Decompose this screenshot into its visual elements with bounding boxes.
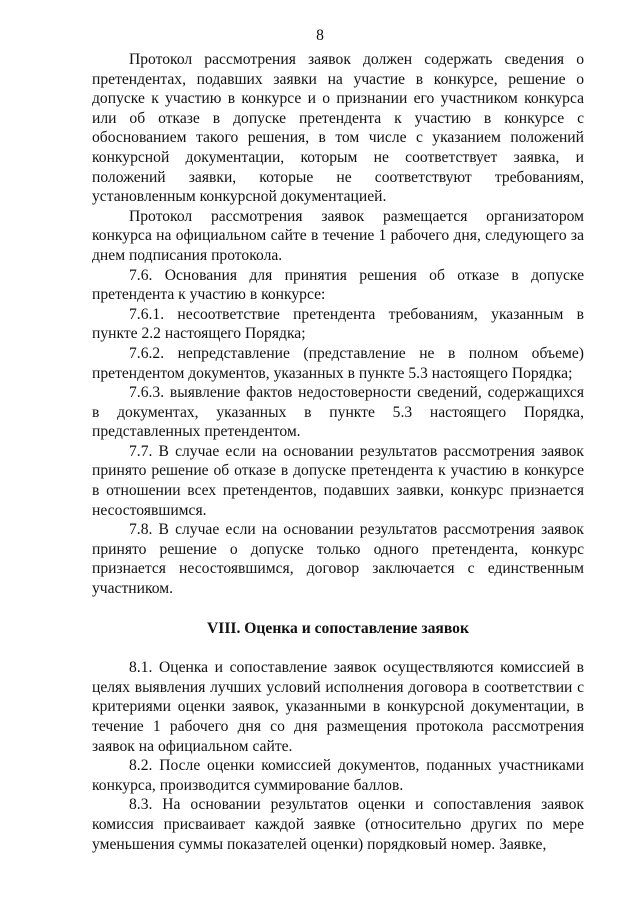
paragraph-7-6-2: 7.6.2. непредставление (представление не в полном объеме) претендентом документов, указанных в пункте 5.3 настоящего Порядка; <box>92 344 584 382</box>
paragraph-7-6-3: 7.6.3. выявление фактов недостоверности сведений, содержащихся в документах, указанных в пункте 5.3 настоящего Порядка, представленных претендентом. <box>92 384 584 441</box>
paragraph-8-2: 8.2. После оценки комиссией документов, поданных участниками конкурса, производится суммирование баллов. <box>92 757 584 794</box>
paragraph-7-8: 7.8. В случае если на основании результатов рассмотрения заявок принято решение о допуске только одного претендента, конкурс признается несостоявшимся, договор заключается с единственным участником. <box>92 521 584 598</box>
paragraph-7-7: 7.7. В случае если на основании результатов рассмотрения заявок принято решение об отказе в допуске претендента к участию в конкурсе в отношении всех претендентов, подавших заявки, конкурс признается несостоявшимся. <box>92 442 584 519</box>
paragraph-protocol-publication: Протокол рассмотрения заявок размещается организатором конкурса на официальном сайте в течение 1 рабочего дня, следующего за днем подписания протокола. <box>92 207 584 264</box>
paragraph-7-6: 7.6. Основания для принятия решения об отказе в допуске претендента к участию в конкурсе: <box>92 266 584 304</box>
paragraph-protocol-contents: Протокол рассмотрения заявок должен содержать сведения о претендентах, подавших заявки на участие в конкурсе, решение о допуске к участию в конкурсе и о признании его участником конкурса или об отказе в допуске претендента к участию в конкурсе с обоснованием такого решения, в том числе с указанием положений конкурсной документации, которым не соответствует заявка, и положений заявки, которые не соответствуют требованиям, установленным конкурсной документацией. <box>92 51 584 206</box>
document-body <box>92 50 584 854</box>
paragraph-8-1: 8.1. Оценка и сопоставление заявок осуществляются комиссией в целях выявления лучших условий исполнения договора в соответствии с критериями оценки заявок, указанными в конкурсной документации, в течение 1 рабочего дня со дня размещения протокола рассмотрения заявок на официальном сайте. <box>92 659 584 755</box>
paragraph-7-6-1: 7.6.1. несоответствие претендента требованиям, указанным в пункте 2.2 настоящего Порядка; <box>92 305 584 343</box>
section-heading: VIII. Оценка и сопоставление заявок <box>207 619 469 637</box>
paragraph-8-3: 8.3. На основании результатов оценки и сопоставления заявок комиссия присваивает каждой заявке (относительно других по мере уменьшения суммы показателей оценки) порядковый номер. Заявке, <box>92 796 584 853</box>
page-number: 8 <box>316 27 324 44</box>
